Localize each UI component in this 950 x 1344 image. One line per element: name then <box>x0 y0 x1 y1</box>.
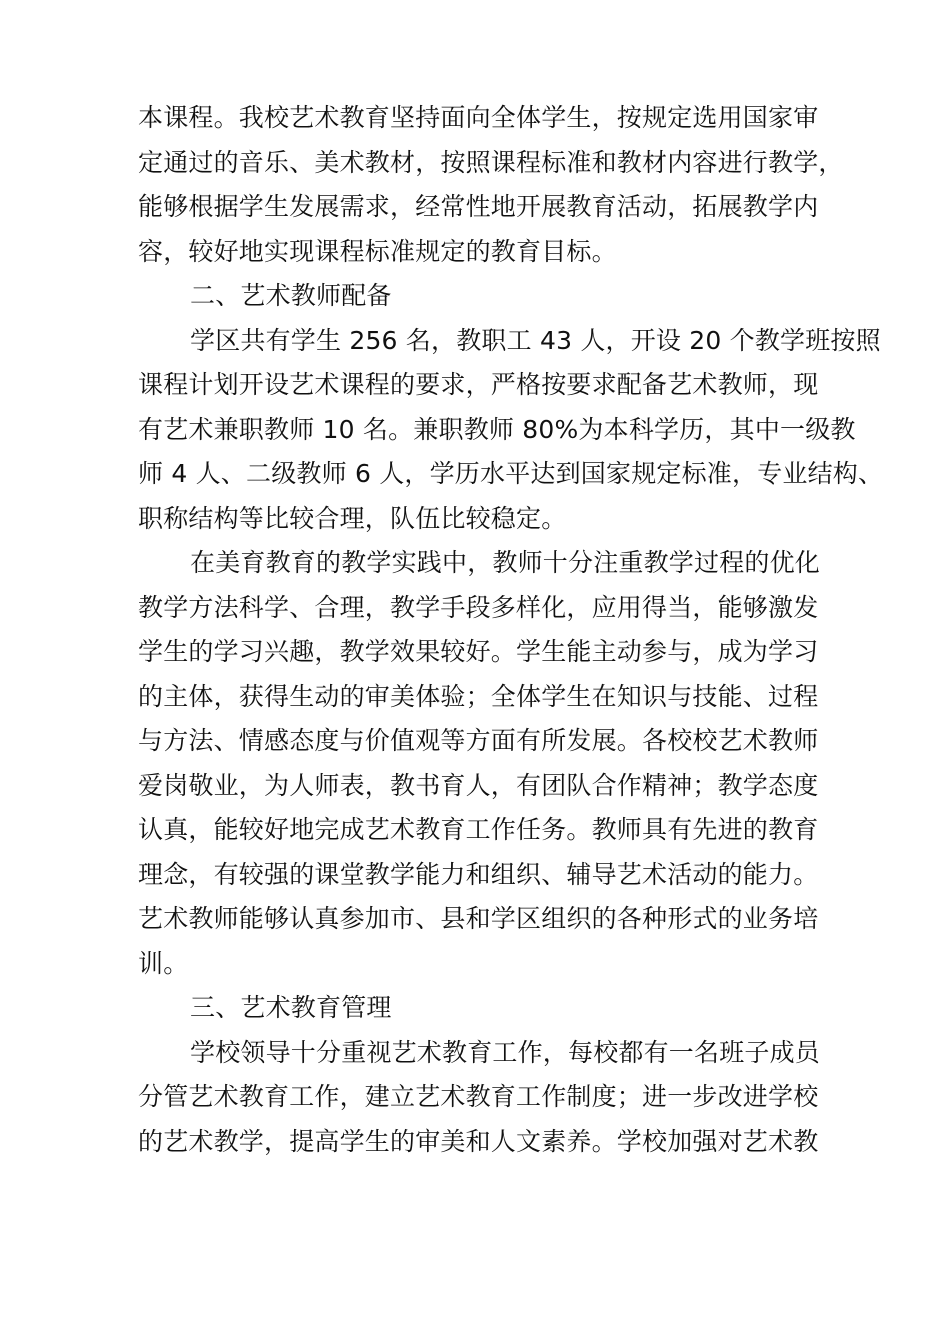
text-line: 学生的学习兴趣，教学效果较好。学生能主动参与，成为学习 <box>138 637 819 666</box>
text-line: 认真，能较好地完成艺术教育工作任务。教师具有先进的教育 <box>138 815 819 844</box>
text-line: 的主体，获得生动的审美体验；全体学生在知识与技能、过程 <box>138 681 819 711</box>
section-heading: 三、艺术教育管理 <box>190 993 392 1022</box>
text-line: 训。 <box>138 948 189 978</box>
text-line: 本课程。我校艺术教育坚持面向全体学生，按规定选用国家审 <box>138 103 819 132</box>
text-line: 的艺术教学，提高学生的审美和人文素养。学校加强对艺术教 <box>138 1126 819 1156</box>
text-line: 理念，有较强的课堂教学能力和组织、辅导艺术活动的能力。 <box>138 859 819 889</box>
text-line: 容，较好地实现课程标准规定的教育目标。 <box>138 236 617 266</box>
text-line: 师 4 人、二级教师 6 人，学历水平达到国家规定标准，专业结构、 <box>138 459 884 488</box>
text-line: 有艺术兼职教师 10 名。兼职教师 80%为本科学历，其中一级教 <box>138 414 856 444</box>
text-line: 分管艺术教育工作，建立艺术教育工作制度；进一步改进学校 <box>138 1082 819 1111</box>
text-line: 定通过的音乐、美术教材，按照课程标准和教材内容进行教学， <box>138 147 844 177</box>
text-line: 在美育教育的教学实践中，教师十分注重教学过程的优化 <box>190 548 821 577</box>
text-line: 爱岗敬业，为人师表，教书育人，有团队合作精神；教学态度 <box>138 770 819 800</box>
text-line: 职称结构等比较合理，队伍比较稳定。 <box>138 503 567 533</box>
document-body <box>138 96 884 1164</box>
section-heading: 二、艺术教师配备 <box>190 281 392 310</box>
text-line: 学校领导十分重视艺术教育工作，每校都有一名班子成员 <box>190 1037 821 1067</box>
text-line: 与方法、情感态度与价值观等方面有所发展。各校校艺术教师 <box>138 726 819 755</box>
text-line: 课程计划开设艺术课程的要求，严格按要求配备艺术教师，现 <box>138 370 819 399</box>
text-line: 艺术教师能够认真参加市、县和学区组织的各种形式的业务培 <box>138 904 819 933</box>
text-line: 能够根据学生发展需求，经常性地开展教育活动，拓展教学内 <box>138 192 819 221</box>
text-line: 学区共有学生 256 名，教职工 43 人，开设 20 个教学班按照 <box>190 325 881 355</box>
text-line: 教学方法科学、合理，教学手段多样化，应用得当，能够激发 <box>138 592 819 622</box>
